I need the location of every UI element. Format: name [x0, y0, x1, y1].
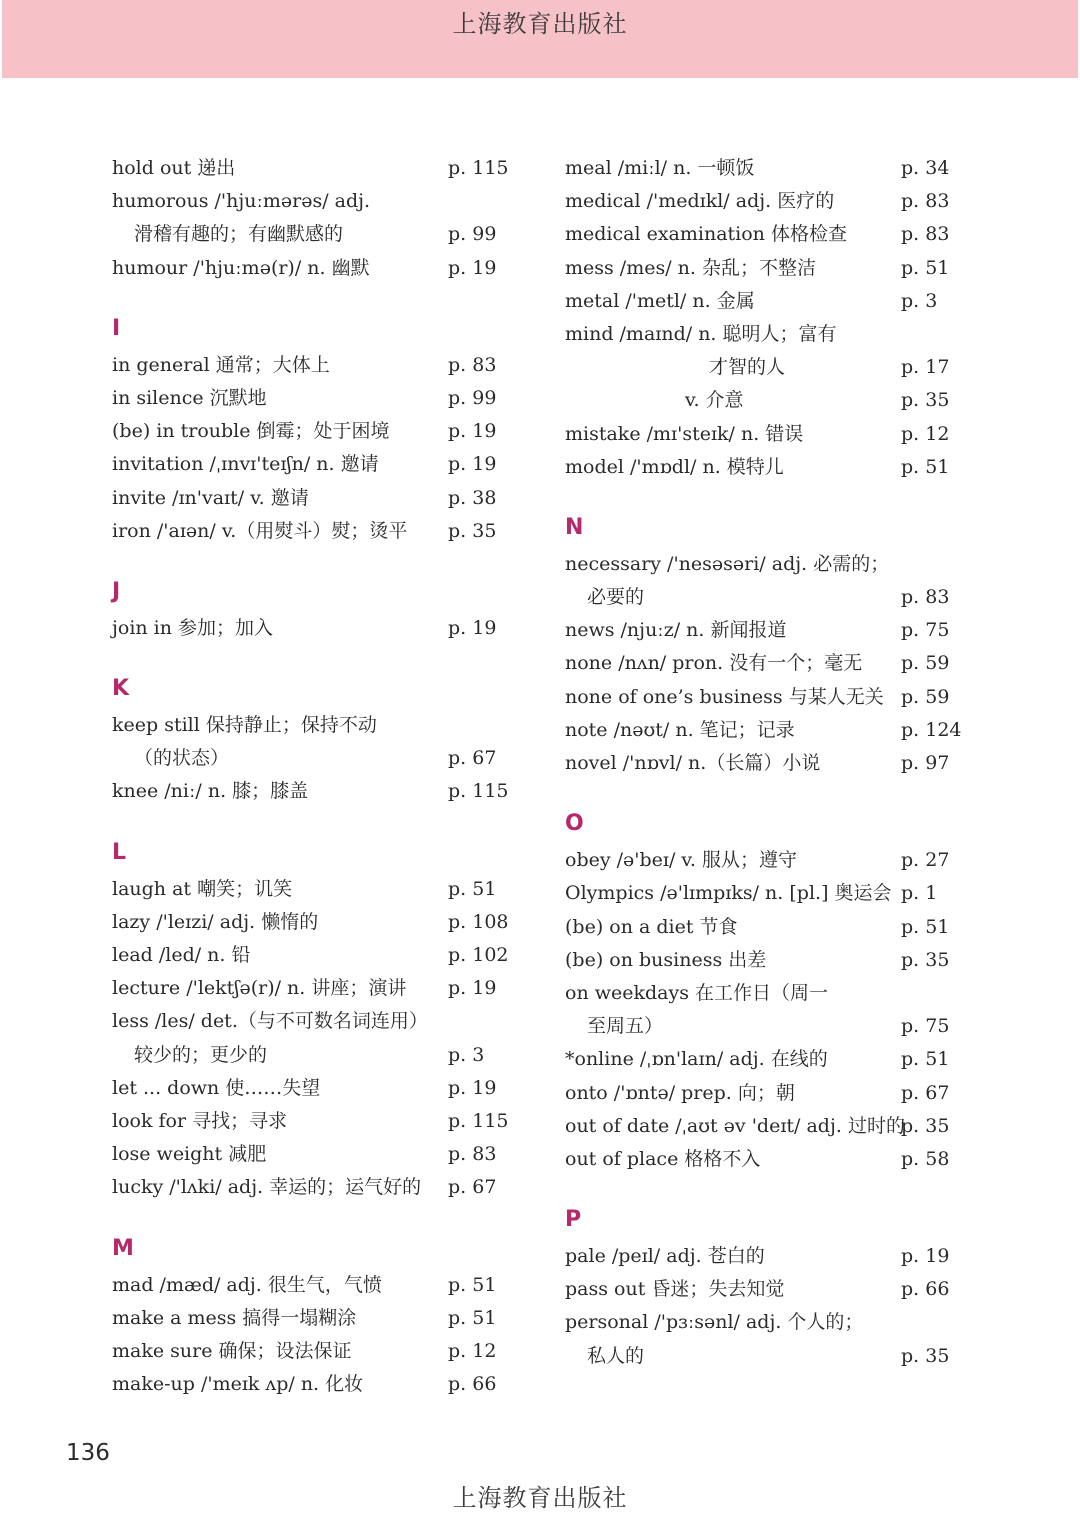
entry-term: less /les/ det.（与不可数名词连用） — [112, 1010, 428, 1033]
glossary-entry — [112, 1368, 532, 1401]
glossary-entry — [112, 515, 532, 548]
entry-term: mistake /mɪ'steɪk/ n. 错误 — [565, 422, 804, 445]
glossary-entry — [565, 1110, 985, 1143]
glossary-entry — [565, 714, 985, 747]
glossary-entry — [565, 614, 985, 647]
entry-page-ref: p. 35 — [901, 948, 950, 971]
glossary-entry — [112, 873, 532, 906]
entry-term: medical examination 体格检查 — [565, 223, 847, 246]
glossary-entry — [565, 977, 985, 1010]
entry-term: onto /'ɒntə/ prep. 向；朝 — [565, 1081, 795, 1104]
glossary-entry — [112, 1105, 532, 1138]
entry-page-ref: p. 102 — [448, 944, 509, 966]
glossary-entry — [112, 1039, 532, 1072]
glossary-right-column — [565, 152, 985, 1373]
entry-page-ref: p. 51 — [448, 1306, 497, 1329]
entry-term: personal /'pɜːsənl/ adj. 个人的； — [565, 1311, 864, 1334]
entry-term: news /njuːz/ n. 新闻报道 — [565, 619, 787, 642]
section-gap — [112, 645, 532, 669]
entry-term: make sure 确保；设法保证 — [112, 1339, 352, 1362]
entry-term: (be) on a diet 节食 — [565, 915, 738, 938]
entry-page-ref: p. 51 — [901, 256, 950, 279]
glossary-entry — [112, 972, 532, 1005]
entry-term: note /nəʊt/ n. 笔记；记录 — [565, 718, 795, 741]
entry-term: join in 参加；加入 — [112, 616, 274, 639]
entry-term: look for 寻找；寻求 — [112, 1109, 288, 1132]
entry-term: mad /mæd/ adj. 很生气，气愤 — [112, 1273, 382, 1296]
entry-page-ref: p. 27 — [901, 849, 950, 872]
glossary-entry — [112, 906, 532, 939]
entry-page-ref: p. 99 — [448, 223, 497, 246]
entry-page-ref: p. 51 — [901, 455, 950, 478]
entry-page-ref: p. 59 — [901, 685, 950, 708]
entry-term: 私人的 — [587, 1344, 645, 1367]
entry-page-ref: p. 75 — [901, 1015, 950, 1038]
entry-page-ref: p. 66 — [901, 1278, 950, 1301]
entry-page-ref: p. 19 — [448, 420, 497, 443]
entry-term: in silence 沉默地 — [112, 386, 267, 409]
entry-term: hold out 递出 — [112, 157, 236, 179]
section-letter: O — [565, 811, 584, 837]
entry-term: model /'mɒdl/ n. 模特儿 — [565, 455, 784, 478]
glossary-entry — [565, 384, 985, 417]
glossary-entry — [565, 844, 985, 877]
glossary-entry — [112, 1269, 532, 1302]
entry-page-ref: p. 38 — [448, 486, 497, 509]
entry-term: on weekdays 在工作日（周一 — [565, 981, 828, 1004]
entry-term: 较少的；更少的 — [134, 1043, 268, 1066]
glossary-entry — [565, 285, 985, 318]
entry-term: 才智的人 — [709, 356, 786, 379]
glossary-entry — [565, 911, 985, 944]
page-footer — [0, 1478, 1080, 1513]
entry-term: metal /'metl/ n. 金属 — [565, 289, 755, 312]
glossary-entry — [565, 152, 985, 185]
glossary-entry — [112, 382, 532, 415]
entry-term: *online /ˌɒn'laɪn/ adj. 在线的 — [565, 1048, 828, 1071]
entry-page-ref: p. 51 — [448, 877, 497, 900]
glossary-entry — [565, 647, 985, 680]
entry-term: iron /'aɪən/ v.（用熨斗）熨；烫平 — [112, 519, 408, 542]
entry-term: invitation /ˌɪnvɪ'teɪʃn/ n. 邀请 — [112, 453, 379, 476]
glossary-entry — [112, 709, 532, 742]
section-gap — [565, 1176, 985, 1200]
entry-term: novel /'nɒvl/ n.（长篇）小说 — [565, 752, 821, 774]
entry-page-ref: p. 59 — [901, 652, 950, 675]
entry-term: in general 通常；大体上 — [112, 353, 330, 376]
glossary-entry — [565, 581, 985, 614]
entry-term: lecture /'lektʃə(r)/ n. 讲座；演讲 — [112, 977, 407, 1000]
glossary-entry — [565, 218, 985, 251]
glossary-entry — [112, 1302, 532, 1335]
entry-page-ref: p. 3 — [901, 289, 938, 312]
entry-page-ref: p. 17 — [901, 356, 950, 379]
footer-publisher: 上海教育出版社 — [452, 1484, 628, 1512]
entry-term: 滑稽有趣的；有幽默感的 — [134, 223, 344, 246]
entry-page-ref: p. 34 — [901, 157, 950, 179]
glossary-entry — [112, 775, 532, 808]
glossary-entry — [112, 448, 532, 481]
section-gap — [565, 780, 985, 804]
glossary-entry — [112, 612, 532, 645]
entry-page-ref: p. 51 — [901, 915, 950, 938]
section-gap — [112, 548, 532, 572]
entry-term: （的状态） — [134, 747, 230, 770]
entry-page-ref: p. 115 — [448, 157, 509, 179]
section-letter: I — [112, 315, 121, 341]
entry-page-ref: p. 35 — [901, 389, 950, 412]
entry-page-ref: p. 66 — [448, 1373, 497, 1396]
section-letter: K — [112, 676, 130, 702]
entry-page-ref: p. 83 — [901, 586, 950, 609]
entry-page-ref: p. 1 — [901, 882, 938, 905]
entry-term: lazy /'leɪzi/ adj. 懒惰的 — [112, 910, 319, 933]
entry-page-ref: p. 67 — [448, 747, 497, 770]
entry-page-ref: p. 3 — [448, 1043, 485, 1066]
glossary-entry — [565, 1077, 985, 1110]
entry-page-ref: p. 75 — [901, 619, 950, 642]
section-gap — [112, 285, 532, 309]
section-gap — [112, 1205, 532, 1229]
entry-term: v. 介意 — [685, 389, 744, 412]
entry-page-ref: p. 35 — [448, 519, 497, 542]
glossary-entry — [112, 185, 532, 218]
entry-term: Olympics /ə'lɪmpɪks/ n. [pl.] 奥运会 — [565, 882, 892, 905]
glossary-entry — [565, 1010, 985, 1043]
entry-page-ref: p. 51 — [901, 1048, 950, 1071]
entry-term: (be) on business 出差 — [565, 948, 767, 971]
glossary-entry — [565, 548, 985, 581]
entry-term: let ... down 使……失望 — [112, 1076, 321, 1099]
entry-term: humour /'hjuːmə(r)/ n. 幽默 — [112, 256, 370, 279]
section-letter: M — [112, 1235, 134, 1261]
entry-page-ref: p. 19 — [448, 453, 497, 476]
page-header — [2, 0, 1078, 78]
entry-page-ref: p. 19 — [448, 977, 497, 1000]
section-letter: P — [565, 1207, 582, 1233]
entry-page-ref: p. 83 — [448, 1143, 497, 1166]
glossary-entry — [565, 418, 985, 451]
glossary-entry — [565, 185, 985, 218]
glossary-entry — [112, 349, 532, 382]
entry-term: lose weight 减肥 — [112, 1143, 267, 1166]
section-letter: N — [565, 514, 584, 540]
entry-page-ref: p. 67 — [448, 1176, 497, 1199]
entry-term: 必要的 — [587, 586, 645, 609]
entry-page-ref: p. 115 — [448, 780, 509, 803]
glossary-entry — [112, 1171, 532, 1204]
glossary-entry — [112, 218, 532, 251]
entry-term: none /nʌn/ pron. 没有一个；毫无 — [565, 652, 863, 675]
glossary-entry — [565, 747, 985, 780]
glossary-entry — [565, 351, 985, 384]
glossary-entry — [565, 451, 985, 484]
entry-term: meal /miːl/ n. 一顿饭 — [565, 157, 755, 179]
section-gap — [565, 484, 985, 508]
glossary-entry — [565, 252, 985, 285]
entry-page-ref: p. 115 — [448, 1109, 509, 1132]
glossary-entry — [112, 1138, 532, 1171]
glossary-entry — [565, 944, 985, 977]
entry-page-ref: p. 35 — [901, 1114, 950, 1137]
entry-page-ref: p. 83 — [901, 190, 950, 213]
header-publisher: 上海教育出版社 — [452, 10, 628, 38]
entry-page-ref: p. 97 — [901, 752, 950, 774]
entry-term: 至周五） — [587, 1015, 664, 1038]
glossary-entry — [112, 152, 532, 185]
entry-page-ref: p. 19 — [448, 1076, 497, 1099]
page-number: 136 — [66, 1440, 110, 1466]
entry-page-ref: p. 12 — [448, 1339, 497, 1362]
glossary-entry — [565, 1340, 985, 1373]
glossary-entry — [112, 415, 532, 448]
entry-term: pale /peɪl/ adj. 苍白的 — [565, 1245, 765, 1268]
entry-page-ref: p. 83 — [901, 223, 950, 246]
entry-term: lead /led/ n. 铅 — [112, 944, 251, 966]
entry-term: out of place 格格不入 — [565, 1147, 761, 1170]
entry-page-ref: p. 19 — [901, 1245, 950, 1268]
glossary-entry — [565, 1240, 985, 1273]
glossary-entry — [112, 1005, 532, 1038]
section-gap — [112, 809, 532, 833]
entry-page-ref: p. 108 — [448, 910, 509, 933]
entry-term: out of date /ˌaʊt əv 'deɪt/ adj. 过时的 — [565, 1114, 905, 1137]
entry-term: make a mess 搞得一塌糊涂 — [112, 1306, 357, 1329]
glossary-entry — [565, 681, 985, 714]
glossary-entry — [112, 1072, 532, 1105]
glossary-entry — [112, 482, 532, 515]
glossary-entry — [565, 1143, 985, 1176]
entry-term: lucky /'lʌki/ adj. 幸运的；运气好的 — [112, 1176, 422, 1199]
glossary-left-column — [112, 152, 532, 1401]
entry-page-ref: p. 58 — [901, 1147, 950, 1170]
entry-term: laugh at 嘲笑；讥笑 — [112, 877, 293, 900]
entry-term: mess /mes/ n. 杂乱；不整洁 — [565, 256, 816, 279]
entry-page-ref: p. 12 — [901, 422, 950, 445]
glossary-entry — [565, 318, 985, 351]
entry-term: necessary /'nesəsəri/ adj. 必需的； — [565, 552, 890, 575]
entry-term: (be) in trouble 倒霉；处于困境 — [112, 420, 390, 443]
entry-term: medical /'medɪkl/ adj. 医疗的 — [565, 190, 835, 213]
entry-term: obey /ə'beɪ/ v. 服从；遵守 — [565, 849, 797, 872]
glossary-entry — [112, 742, 532, 775]
entry-term: pass out 昏迷；失去知觉 — [565, 1278, 785, 1301]
entry-term: mind /maɪnd/ n. 聪明人；富有 — [565, 322, 837, 345]
entry-page-ref: p. 19 — [448, 256, 497, 279]
section-letter: J — [112, 578, 121, 604]
entry-page-ref: p. 83 — [448, 353, 497, 376]
entry-page-ref: p. 67 — [901, 1081, 950, 1104]
glossary-entry — [112, 939, 532, 972]
entry-term: make-up /'meɪk ʌp/ n. 化妆 — [112, 1373, 364, 1396]
entry-term: knee /niː/ n. 膝；膝盖 — [112, 780, 309, 803]
entry-page-ref: p. 99 — [448, 386, 497, 409]
entry-page-ref: p. 19 — [448, 616, 497, 639]
glossary-entry — [112, 1335, 532, 1368]
section-letter: L — [112, 839, 127, 865]
entry-page-ref: p. 51 — [448, 1273, 497, 1296]
entry-page-ref: p. 124 — [901, 718, 962, 741]
entry-page-ref: p. 35 — [901, 1344, 950, 1367]
entry-term: keep still 保持静止；保持不动 — [112, 714, 377, 737]
glossary-entry — [112, 252, 532, 285]
entry-term: invite /ɪn'vaɪt/ v. 邀请 — [112, 486, 309, 509]
glossary-entry — [565, 877, 985, 910]
glossary-entry — [565, 1043, 985, 1076]
glossary-entry — [565, 1306, 985, 1339]
entry-term: none of one’s business 与某人无关 — [565, 685, 884, 708]
glossary-entry — [565, 1273, 985, 1306]
entry-term: humorous /'hjuːmərəs/ adj. — [112, 190, 371, 213]
